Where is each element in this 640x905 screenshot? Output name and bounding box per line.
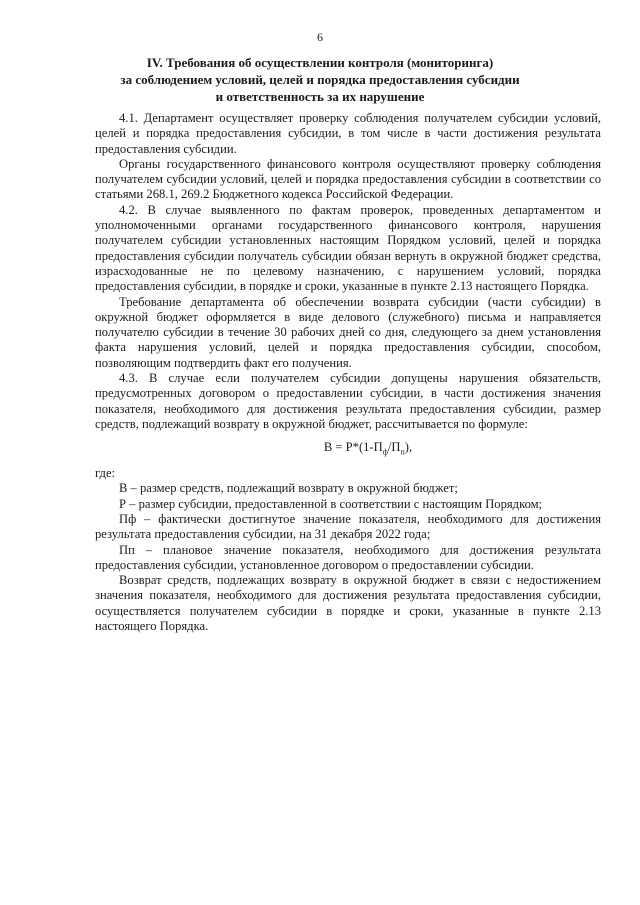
paragraph-return-procedure: Возврат средств, подлежащих возврату в окружной бюджет в связи с недостижением значения показателя, необходимого для достижения результата предоставления субсидии, осуществляется получателем субсидии в порядке и сроки, указанные в пункте 2.13 настоящего Порядка. (95, 573, 601, 634)
formula-prefix: В = Р*(1-П (323, 440, 383, 455)
definition-pp: Пп – плановое значение показателя, необходимого для достижения результата предоставления субсидии, установленное договором о предоставлении субсидии. (95, 542, 601, 572)
definition-pf: Пф – фактически достигнутое значение показателя, необходимого для достижения результата предоставления субсидии, на 31 декабря 2022 года; (95, 511, 601, 542)
formula-sub-p: п (400, 447, 405, 457)
formula-suffix: ), (404, 440, 413, 455)
paragraph-4-1: 4.1. Департамент осуществляет проверку соблюдения получателем субсидии условий, целей и порядка предоставления субсидии, в том числе в части достижения результата предоставления субсидии. (95, 111, 601, 156)
definition-p: Р – размер субсидии, предоставленной в соответствии с настоящим Порядком; (119, 496, 543, 511)
formula-sub-f: ф (382, 447, 388, 457)
paragraph-return-requirement: Требование департамента об обеспечении возврата субсидии (части субсидии) в окружной бюджет оформляется в виде делового (служебного) письма и направляется получателю субсидии в течение 30 рабочих дней со дня, следующего за днем установления факта нарушения условий, целей и порядка предоставления субсидии, способом, позволяющим подтвердить факт его получения. (95, 294, 601, 370)
section-heading (60, 54, 580, 105)
paragraph-financial-control: Органы государственного финансового контроля осуществляют проверку соблюдения получателем субсидии условий, целей и порядка предоставления субсидии в соответствии со статьями 268.1, 269.2 Бюджетного кодекса Российской Федерации. (95, 156, 601, 202)
where-label: где: (95, 466, 116, 481)
heading-line-1: IV. Требования об осуществлении контроля (мониторинга) (146, 55, 494, 70)
definition-b: В – размер средств, подлежащий возврату в окружной бюджет; (119, 481, 458, 496)
formula (95, 440, 601, 460)
document-body (95, 111, 601, 634)
formula-middle: /П (387, 440, 401, 455)
paragraph-4-2: 4.2. В случае выявленного по фактам проверок, проведенных департаментом и уполномоченными органами государственного финансового контроля, нарушения получателем субсидии установленных настоящим Порядком условий, целей и порядка предоставления субсидии получатель субсидии обязан вернуть в окружной бюджет средства, израсходованные не по целевому назначению, с нарушением условий, порядка предоставления субсидии, в порядке и сроки, указанные в пункте 2.13 настоящего Порядка. (95, 202, 601, 294)
heading-line-3: и ответственность за их нарушение (215, 89, 425, 104)
page-number: 6 (317, 30, 323, 44)
paragraph-4-3: 4.3. В случае если получателем субсидии допущены нарушения обязательств, предусмотренных договором о предоставлении субсидии, в части достижения значения показателя, необходимого для достижения результата предоставления субсидии, размер средств, подлежащий возврату в окружной бюджет, рассчитывается по формуле: (95, 371, 601, 431)
heading-line-2: за соблюдением условий, целей и порядка предоставления субсидии (120, 72, 520, 87)
blank-area (0, 765, 640, 905)
